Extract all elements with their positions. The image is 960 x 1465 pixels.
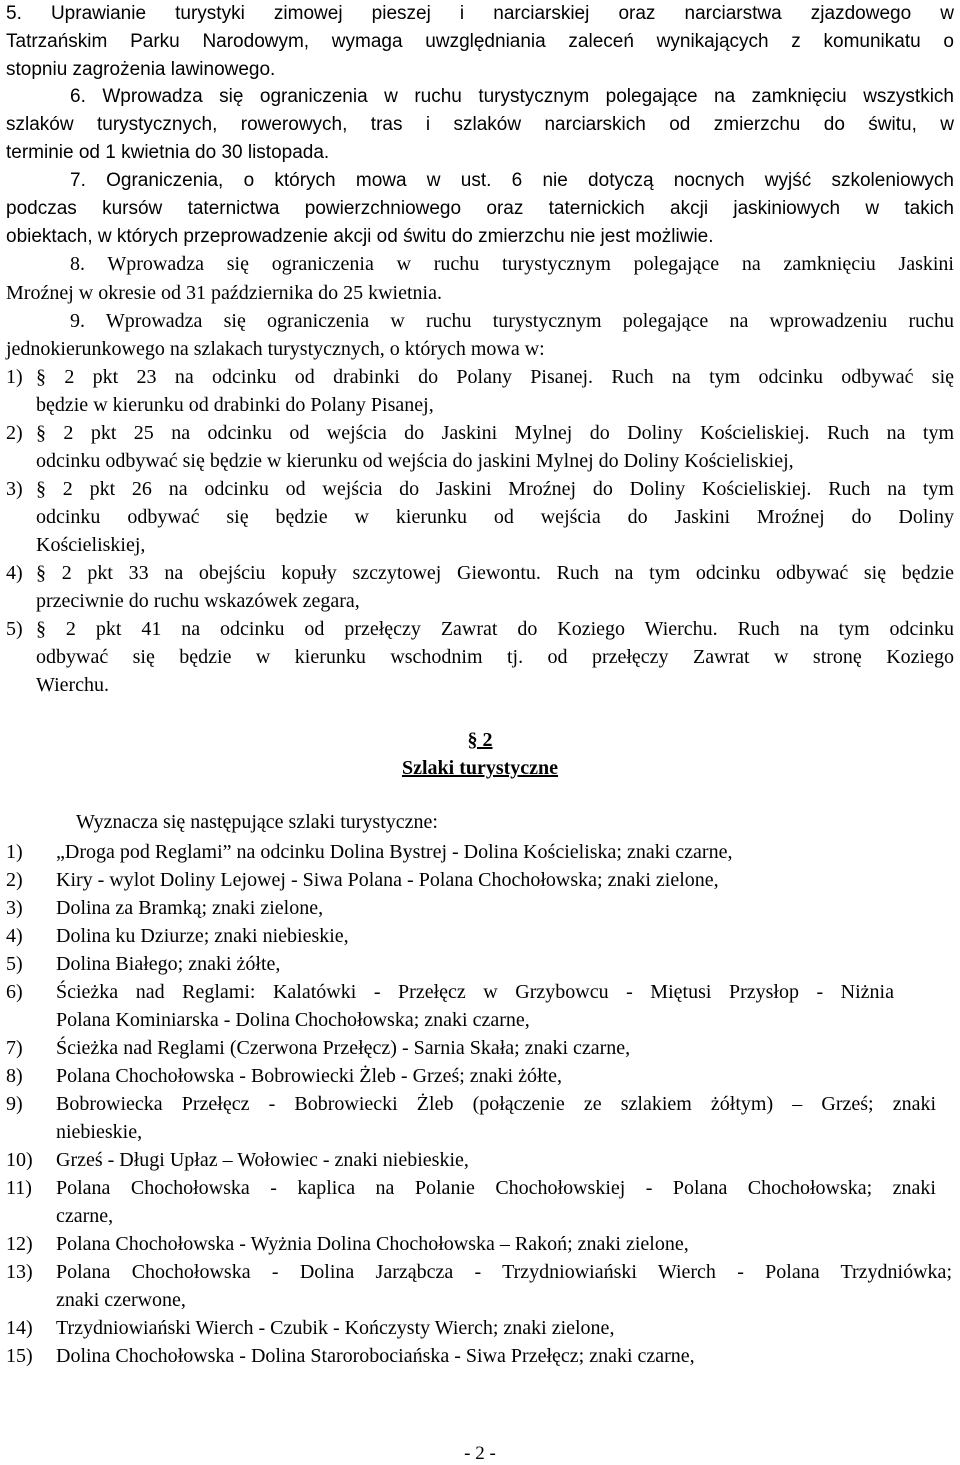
trail-line: Dolina za Bramką; znaki zielone, [56,897,324,919]
page-number: - 2 - [464,1443,496,1464]
paragraph-6-line-2: szlaków turystycznych, rowerowych, tras i szlaków narciarskich od zmierzchu do świtu, w [6,114,954,135]
paragraph-6-line-3: terminie od 1 kwietnia do 30 listopada. [6,142,330,163]
trail-line: Ścieżka nad Reglami: Kalatówki - Przełęcz w Grzybowcu - Miętusi Przysłop - Niżnia [56,981,894,1003]
trail-number: 2) [6,869,23,891]
section-intro: Wyznacza się następujące szlaki turystyczne: [76,811,438,833]
trail-number: 6) [6,981,23,1003]
trail-line: Dolina Białego; znaki żółte, [56,953,281,975]
trail-number: 9) [6,1093,23,1115]
sub-item-line: odbywać się będzie w kierunku wschodnim tj. od przełęczy Zawrat w stronę Koziego [36,646,954,668]
paragraph-8-line-2: Mroźnej w okresie od 31 października do 25 kwietnia. [6,282,442,304]
sub-item-line: będzie w kierunku od drabinki do Polany Pisanej, [36,394,434,416]
trail-line: Dolina Chochołowska - Dolina Starorobociańska - Siwa Przełęcz; znaki czarne, [56,1345,695,1367]
sub-item-line: § 2 pkt 33 na obejściu kopuły szczytowej Giewontu. Ruch na tym odcinku odbywać się będzie [36,562,954,584]
trail-number: 14) [6,1317,33,1339]
trail-line: Polana Chochołowska - kaplica na Polanie Chochołowskiej - Polana Chochołowska; znaki [56,1177,936,1199]
trail-line: Polana Chochołowska - Bobrowiecki Żleb - Grześ; znaki żółte, [56,1065,562,1087]
trail-number: 15) [6,1345,33,1367]
sub-item-number: 4) [6,562,23,584]
sub-item-line: Kościeliskiej, [36,534,146,556]
trail-line: Polana Chochołowska - Dolina Jarząbcza - Trzydniowiański Wierch - Polana Trzydniówka; [56,1261,952,1283]
sub-item-line: § 2 pkt 25 na odcinku od wejścia do Jaskini Mylnej do Doliny Kościeliskiej. Ruch na tym [36,422,954,444]
paragraph-7-line-2: podczas kursów taternictwa powierzchniowego oraz taternickich akcji jaskiniowych w takich [6,198,954,219]
paragraph-7-line-1: 7. Ograniczenia, o których mowa w ust. 6 nie dotyczą nocnych wyjść szkoleniowych [70,170,954,191]
sub-item-number: 5) [6,618,23,640]
paragraph-7-line-3: obiektach, w których przeprowadzenie akcji od świtu do zmierzchu nie jest możliwie. [6,226,714,247]
trail-line: „Droga pod Reglami” na odcinku Dolina Bystrej - Dolina Kościeliska; znaki czarne, [56,841,733,863]
section-title: Szlaki turystyczne [401,757,559,779]
trail-number: 3) [6,897,23,919]
sub-item-line: § 2 pkt 26 na odcinku od wejścia do Jaskini Mroźnej do Doliny Kościeliskiej. Ruch na tym [36,478,954,500]
sub-item-line: § 2 pkt 23 na odcinku od drabinki do Polany Pisanej. Ruch na tym odcinku odbywać się [36,366,954,388]
trail-line: czarne, [56,1205,114,1227]
trail-line: niebieskie, [56,1121,143,1143]
section-number: § 2 [467,729,493,751]
trail-number: 7) [6,1037,23,1059]
trail-number: 10) [6,1149,33,1171]
sub-item-line: odcinku odbywać się będzie w kierunku od wejścia do jaskini Mylnej do Doliny Kościeliskiej, [36,450,794,472]
trail-line: Bobrowiecka Przełęcz - Bobrowiecki Żleb (połączenie ze szlakiem żółtym) – Grześ; znaki [56,1093,936,1115]
trail-line: znaki czerwone, [56,1289,186,1311]
paragraph-5-line-1: 5. Uprawianie turystyki zimowej pieszej i narciarskiej oraz narciarstwa zjazdowego w [6,3,954,24]
trail-line: Ścieżka nad Reglami (Czerwona Przełęcz) - Sarnia Skała; znaki czarne, [56,1037,631,1059]
trail-number: 12) [6,1233,33,1255]
trail-number: 4) [6,925,23,947]
paragraph-8-line-1: 8. Wprowadza się ograniczenia w ruchu turystycznym polegające na zamknięciu Jaskini [70,253,954,275]
sub-item-number: 3) [6,478,23,500]
trail-line: Grześ - Długi Upłaz – Wołowiec - znaki niebieskie, [56,1149,469,1171]
paragraph-9-line-2: jednokierunkowego na szlakach turystycznych, o których mowa w: [6,338,545,360]
sub-item-number: 1) [6,366,23,388]
trail-line: Trzydniowiański Wierch - Czubik - Kończysty Wierch; znaki zielone, [56,1317,615,1339]
sub-item-line: odcinku odbywać się będzie w kierunku od wejścia do Jaskini Mroźnej do Doliny [36,506,954,528]
paragraph-9-line-1: 9. Wprowadza się ograniczenia w ruchu turystycznym polegające na wprowadzeniu ruchu [70,310,954,332]
trail-number: 5) [6,953,23,975]
paragraph-6-line-1: 6. Wprowadza się ograniczenia w ruchu turystycznym polegające na zamknięciu wszystkich [70,86,954,107]
sub-item-line: Wierchu. [36,674,110,696]
sub-item-line: § 2 pkt 41 na odcinku od przełęczy Zawrat do Koziego Wierchu. Ruch na tym odcinku [36,618,954,640]
trail-number: 11) [6,1177,32,1199]
trail-number: 13) [6,1261,33,1283]
paragraph-5-line-3: stopniu zagrożenia lawinowego. [6,59,276,80]
trail-line: Kiry - wylot Doliny Lejowej - Siwa Polana - Polana Chochołowska; znaki zielone, [56,869,719,891]
trail-line: Dolina ku Dziurze; znaki niebieskie, [56,925,349,947]
sub-item-line: przeciwnie do ruchu wskazówek zegara, [36,590,360,612]
trail-number: 1) [6,841,23,863]
trail-line: Polana Chochołowska - Wyżnia Dolina Chochołowska – Rakoń; znaki zielone, [56,1233,689,1255]
paragraph-5-line-2: Tatrzańskim Parku Narodowym, wymaga uwzględniania zaleceń wynikających z komunikatu o [6,31,954,52]
sub-item-number: 2) [6,422,23,444]
trail-number: 8) [6,1065,23,1087]
trail-line: Polana Kominiarska - Dolina Chochołowska; znaki czarne, [56,1009,530,1031]
